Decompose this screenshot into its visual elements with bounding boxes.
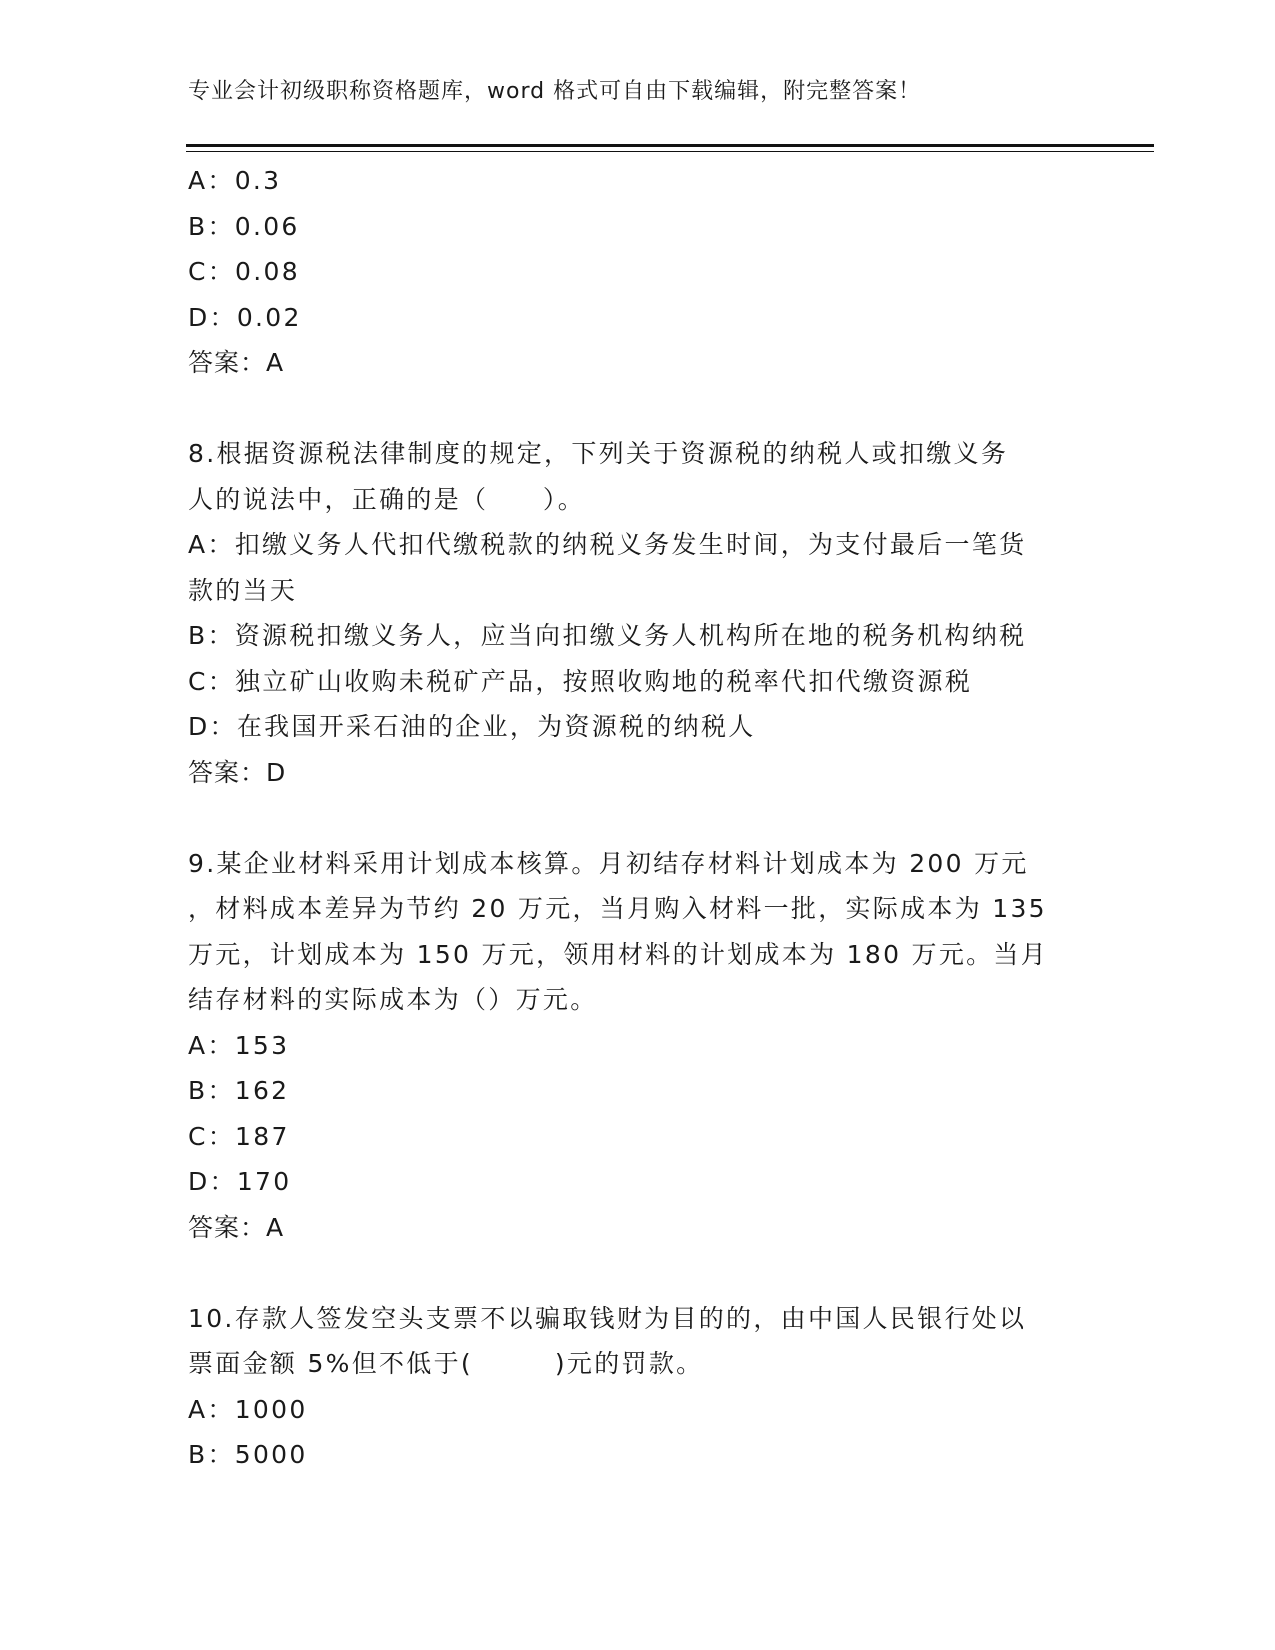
- answer-line: 答案：D: [188, 757, 287, 787]
- block-gap: [188, 1250, 1088, 1296]
- block-gap: [188, 386, 1088, 432]
- block-gap: [188, 795, 1088, 841]
- question-block-7: [188, 158, 1088, 386]
- option-line: B：162: [188, 1076, 290, 1105]
- option-line: 款的当天: [188, 575, 298, 605]
- question-text-line: 万元，计划成本为 150 万元，领用材料的计划成本为 180 万元。当月: [188, 939, 1049, 969]
- option-line: C：0.08: [188, 257, 300, 286]
- option-line: B：0.06: [188, 211, 300, 241]
- option-line: A：0.3: [188, 166, 282, 195]
- option-line: C：187: [188, 1121, 290, 1151]
- option-line: D：在我国开采石油的企业，为资源税的纳税人: [188, 712, 756, 741]
- question-block-10: [188, 1296, 1088, 1478]
- question-text-line: 票面金额 5%但不低于( )元的罚款。: [188, 1349, 704, 1378]
- header-rule-thin: [186, 151, 1154, 152]
- question-text-line: 10.存款人签发空头支票不以骗取钱财为目的的，由中国人民银行处以: [188, 1303, 1027, 1333]
- page-header: 专业会计初级职称资格题库，word 格式可自由下载编辑，附完整答案！: [188, 79, 922, 104]
- question-block-8: [188, 431, 1088, 795]
- option-line: A：153: [188, 1030, 290, 1060]
- option-line: A：扣缴义务人代扣代缴税款的纳税义务发生时间，为支付最后一笔货: [188, 530, 1027, 559]
- option-line: B：资源税扣缴义务人，应当向扣缴义务人机构所在地的税务机构纳税: [188, 621, 1027, 650]
- question-text-line: ，材料成本差异为节约 20 万元，当月购入材料一批，实际成本为 135: [188, 894, 1047, 923]
- answer-line: 答案：A: [188, 348, 285, 377]
- option-line: D：170: [188, 1167, 292, 1196]
- option-line: D：0.02: [188, 302, 302, 332]
- question-text-line: 9.某企业材料采用计划成本核算。月初结存材料计划成本为 200 万元: [188, 848, 1029, 878]
- question-text-line: 结存材料的实际成本为（）万元。: [188, 985, 598, 1014]
- option-line: A：1000: [188, 1394, 308, 1424]
- answer-line: 答案：A: [188, 1212, 285, 1242]
- question-text-line: 人的说法中，正确的是（ ）。: [188, 484, 586, 514]
- header-rule-thick: [186, 144, 1154, 147]
- question-text-line: 8.根据资源税法律制度的规定，下列关于资源税的纳税人或扣缴义务: [188, 439, 1009, 468]
- option-line: C：独立矿山收购未税矿产品，按照收购地的税率代扣代缴资源税: [188, 666, 973, 696]
- question-content: [188, 158, 1088, 1478]
- question-block-9: [188, 841, 1088, 1251]
- option-line: B：5000: [188, 1440, 308, 1469]
